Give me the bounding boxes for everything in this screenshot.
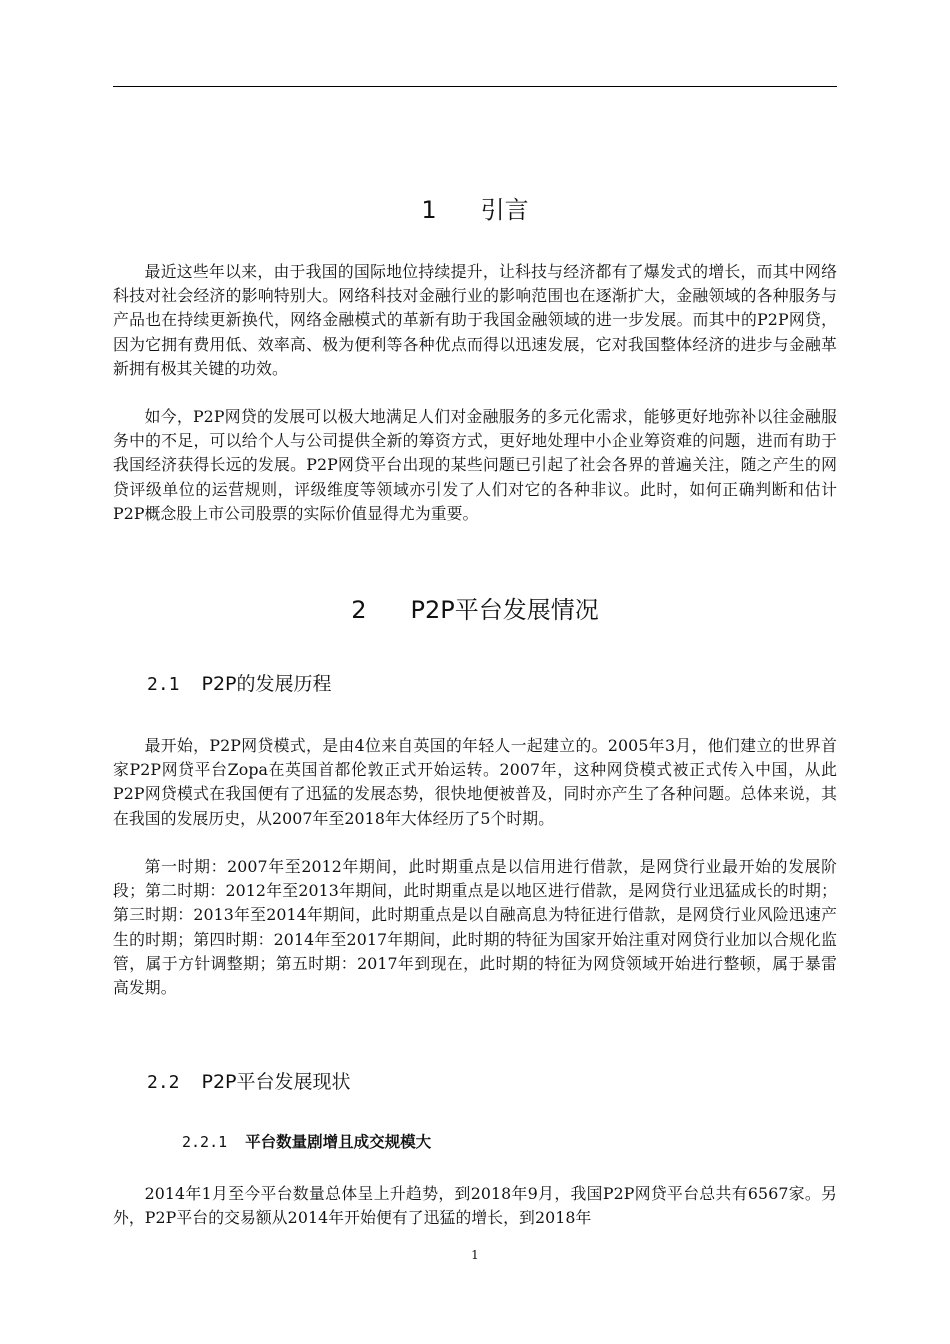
section-2-2-heading bbox=[147, 1069, 351, 1096]
section-2-heading bbox=[113, 594, 837, 626]
section-2-1-paragraph-1: 最开始，P2P网贷模式，是由4位来自英国的年轻人一起建立的。2005年3月，他们建立的世界首家P2P网贷平台Zopa在英国首都伦敦正式开始运转。2007年，这种网贷模式被正式传入中国，从此P2P网贷模式在我国便有了迅猛的发展态势，很快地便被普及，同时亦产生了各种问题。总体来说，其在我国的发展历史，从2007年至2018年大体经历了5个时期。 bbox=[113, 736, 837, 828]
section-2-2-1-number: 2.2.1 bbox=[182, 1133, 228, 1151]
section-1-paragraph-1: 最近这些年以来，由于我国的国际地位持续提升，让科技与经济都有了爆发式的增长，而其中网络科技对社会经济的影响特别大。网络科技对金融行业的影响范围也在逐渐扩大，金融领域的各种服务与产品也在持续更新换代，网络金融模式的革新有助于我国金融领域的进一步发展。而其中的P2P网贷，因为它拥有费用低、效率高、极为便利等各种优点而得以迅速发展，它对我国整体经济的进步与金融革新拥有极其关键的功效。 bbox=[113, 262, 837, 378]
section-1-title: 引言 bbox=[480, 196, 529, 224]
section-2-2-1-heading bbox=[182, 1131, 431, 1153]
header-rule bbox=[113, 86, 837, 87]
section-2-1-number: 2.1 bbox=[147, 674, 180, 695]
section-2-1-heading bbox=[147, 671, 332, 698]
section-2-2-number: 2.2 bbox=[147, 1072, 180, 1093]
section-1-heading bbox=[113, 194, 837, 226]
section-2-1-title: P2P的发展历程 bbox=[201, 673, 332, 695]
section-1-number: 1 bbox=[421, 196, 437, 224]
section-2-2-title: P2P平台发展现状 bbox=[201, 1071, 351, 1093]
section-1-paragraph-2: 如今，P2P网贷的发展可以极大地满足人们对金融服务的多元化需求，能够更好地弥补以往金融服务中的不足，可以给个人与公司提供全新的筹资方式，更好地处理中小企业筹资难的问题，进而有助于我国经济获得长远的发展。P2P网贷平台出现的某些问题已引起了社会各界的普遍关注，随之产生的网贷评级单位的运营规则，评级维度等领域亦引发了人们对它的各种非议。此时，如何正确判断和估计P2P概念股上市公司股票的实际价值显得尤为重要。 bbox=[113, 407, 837, 523]
section-2-number: 2 bbox=[351, 596, 367, 624]
section-2-2-1-paragraph-1: 2014年1月至今平台数量总体呈上升趋势，到2018年9月，我国P2P网贷平台总共有6567家。另外，P2P平台的交易额从2014年开始便有了迅猛的增长，到2018年 bbox=[113, 1184, 837, 1228]
page-number: 1 bbox=[471, 1248, 479, 1262]
section-2-title: P2P平台发展情况 bbox=[410, 596, 599, 624]
section-2-2-1-title: 平台数量剧增且成交规模大 bbox=[245, 1133, 432, 1151]
section-2-1-paragraph-2: 第一时期：2007年至2012年期间，此时期重点是以信用进行借款，是网贷行业最开始的发展阶段；第二时期：2012年至2013年期间，此时期重点是以地区进行借款，是网贷行业迅猛成长的时期；第三时期：2013年至2014年期间，此时期重点是以自融高息为特征进行借款，是网贷行业风险迅速产生的时期；第四时期：2014年至2017年期间，此时期的特征为国家开始注重对网贷行业加以合规化监管，属于方针调整期；第五时期：2017年到现在，此时期的特征为网贷领域开始进行整顿，属于暴雷高发期。 bbox=[113, 857, 837, 998]
